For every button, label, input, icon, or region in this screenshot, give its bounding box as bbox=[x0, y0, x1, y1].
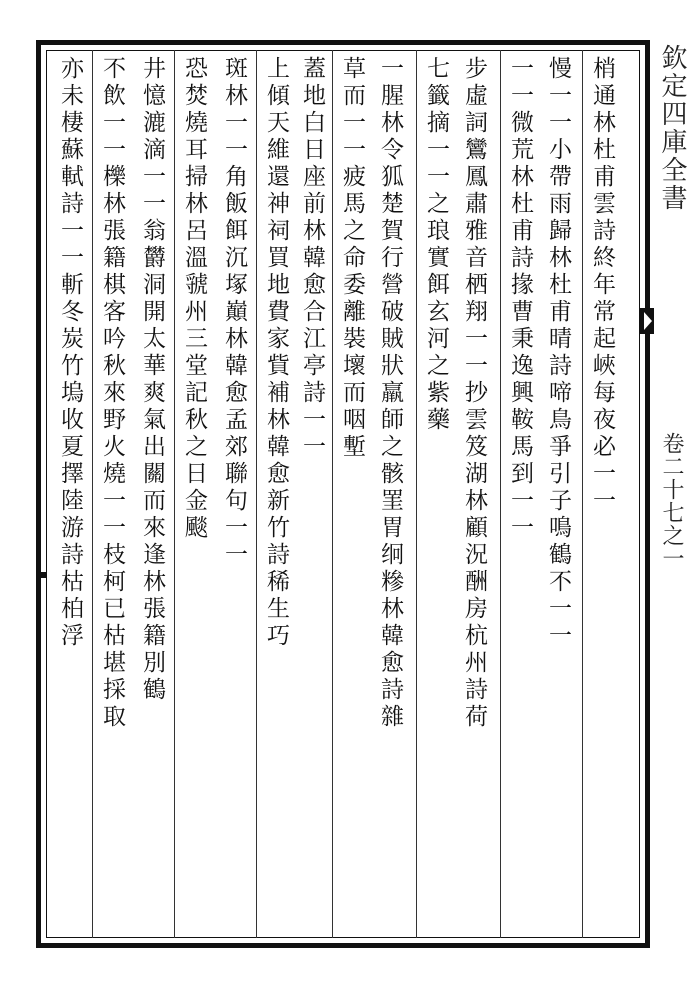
text-column: 步虛詞鸞鳳肅雅音栖翔一一抄雲笈湖林顧況酬房杭州詩荷 bbox=[461, 56, 487, 731]
text-column: 一腥林令狐楚賀行營破賊狀羸師之骸罣胃䌹糝林韓愈詩雜 bbox=[377, 56, 403, 731]
text-column: 蓋地白日座前林韓愈合江亭詩一一 bbox=[299, 56, 325, 461]
text-column: 亦未棲蘇軾詩一一斬冬炭竹塢收夏擇陸游詩枯柏浮 bbox=[57, 56, 83, 650]
text-column: 井憶漉滴一一翁欝洞開太華爽氣出關而來逢林張籍別鶴 bbox=[139, 56, 165, 704]
text-column: 七籤摘一一之琅實餌玄河之紫藥 bbox=[423, 56, 449, 434]
column-rule bbox=[500, 50, 501, 938]
column-rule bbox=[256, 50, 257, 938]
column-rule bbox=[582, 50, 583, 938]
text-column: 草而一一疲馬之命委離裝壞而咽塹 bbox=[339, 56, 365, 461]
text-column: 慢一一小帶雨歸林杜甫晴詩啼鳥爭引子鳴鶴不一一 bbox=[545, 56, 571, 650]
text-column: 不飲一一櫟林張籍棋客吟秋來野火燒一一枝柯已枯堪採取 bbox=[99, 56, 125, 731]
text-column: 一一微荒林杜甫詩掾曹秉逸興鞍馬到一一 bbox=[507, 56, 533, 542]
text-column: 梢通林杜甫雲詩終年常起峽每夜必一一 bbox=[589, 56, 615, 515]
text-column: 恐焚燒耳掃林呂溫虢州三堂記秋之日金颷 bbox=[181, 56, 207, 542]
text-column: 上傾天維還神祠買地費家貲補林韓愈新竹詩稀生巧 bbox=[263, 56, 289, 650]
column-rule bbox=[332, 50, 333, 938]
margin-dot bbox=[40, 572, 46, 578]
column-rule bbox=[174, 50, 175, 938]
column-rule bbox=[92, 50, 93, 938]
text-column: 斑林一一角飯餌沉塚巔林韓愈孟郊聯句一一 bbox=[221, 56, 247, 569]
volume-label: 卷二十七之一 bbox=[659, 432, 684, 570]
margin-column bbox=[652, 40, 688, 948]
book-title: 欽定四庫全書 bbox=[657, 44, 687, 212]
column-rule bbox=[416, 50, 417, 938]
fishtail-mark bbox=[640, 308, 654, 334]
